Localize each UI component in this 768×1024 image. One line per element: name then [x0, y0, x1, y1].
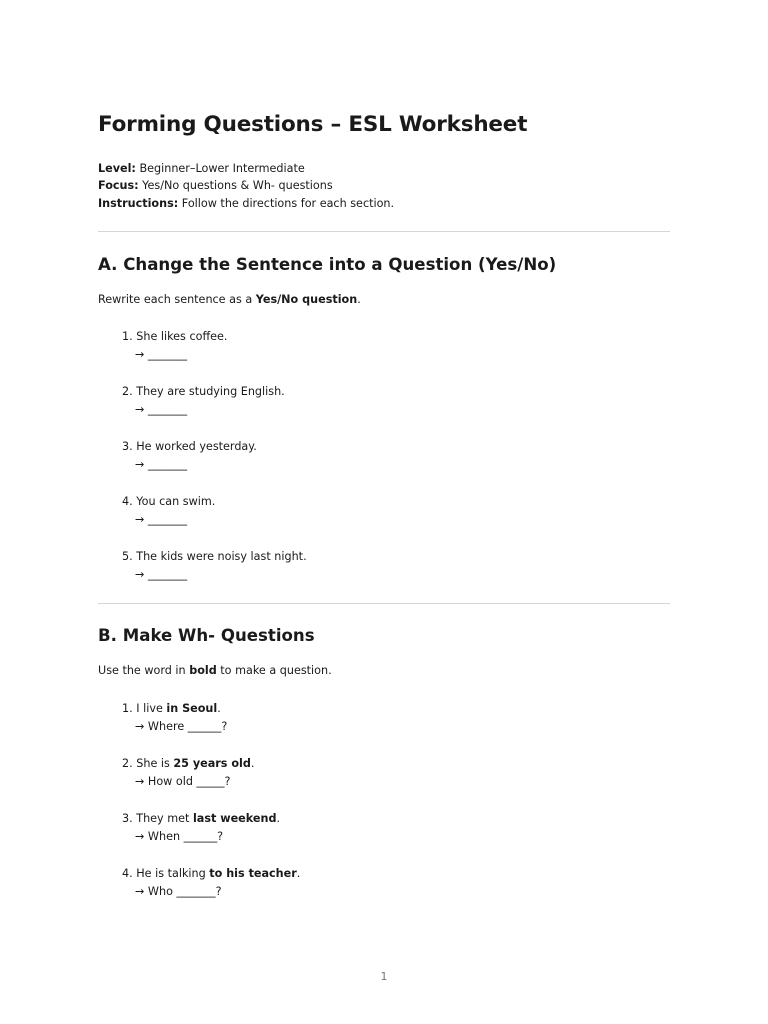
worksheet-meta	[98, 160, 394, 212]
meta-level	[98, 160, 394, 177]
item-text: She likes coffee.	[136, 330, 228, 343]
item-number: 1.	[122, 330, 133, 343]
section-a-intro-bold: Yes/No question	[255, 293, 358, 306]
item-bold-word: 25 years old	[173, 757, 251, 770]
answer-line: → _______	[135, 403, 188, 416]
section-a-item-4	[122, 493, 215, 529]
item-number: 3.	[122, 440, 133, 453]
section-b-intro-bold: bold	[189, 664, 217, 677]
section-a-heading: A. Change the Sentence into a Question (Yes/No)	[98, 255, 557, 274]
answer-line: → How old _____?	[135, 775, 231, 788]
answer-line: → When ______?	[135, 830, 224, 843]
divider	[98, 603, 670, 604]
item-number: 5.	[122, 550, 133, 563]
section-a-intro-end: .	[357, 293, 361, 306]
item-text: They met	[136, 812, 193, 825]
item-number: 2.	[122, 385, 133, 398]
section-b-intro-text: Use the word in	[98, 664, 190, 677]
meta-focus	[98, 177, 394, 194]
answer-line: → _______	[135, 513, 188, 526]
item-text: He worked yesterday.	[136, 440, 257, 453]
meta-level-value: Beginner–Lower Intermediate	[139, 162, 305, 175]
answer-line: → _______	[135, 568, 188, 581]
item-text-end: .	[217, 702, 221, 715]
item-sentence	[122, 865, 300, 883]
item-text: The kids were noisy last night.	[136, 550, 307, 563]
meta-instructions-label: Instructions:	[98, 196, 179, 210]
meta-level-label: Level:	[98, 162, 136, 175]
item-sentence	[122, 755, 254, 773]
answer-line: → Where ______?	[135, 720, 228, 733]
item-sentence	[122, 548, 307, 566]
answer-line: → _______	[135, 348, 188, 361]
item-bold-word: to his teacher	[209, 867, 297, 880]
section-b-item-2	[122, 755, 254, 791]
answer-line: → _______	[135, 458, 188, 471]
section-b-item-4	[122, 865, 300, 901]
section-b-intro-end: to make a question.	[216, 664, 332, 677]
meta-instructions	[98, 195, 394, 212]
item-text: They are studying English.	[136, 385, 285, 398]
item-sentence	[122, 383, 285, 401]
page-number: 1	[380, 970, 388, 983]
section-b-heading: B. Make Wh- Questions	[98, 626, 315, 645]
meta-instructions-value: Follow the directions for each section.	[181, 196, 395, 210]
item-sentence	[122, 810, 280, 828]
item-sentence	[122, 493, 215, 511]
item-number: 4.	[122, 867, 133, 880]
divider	[98, 231, 670, 232]
section-b-intro	[98, 664, 332, 677]
section-a-intro-text: Rewrite each sentence as a	[98, 293, 256, 306]
item-bold-word: in Seoul	[166, 702, 218, 715]
item-sentence	[122, 328, 227, 346]
item-text: You can swim.	[136, 495, 216, 508]
item-text: I live	[136, 702, 167, 715]
item-bold-word: last weekend	[192, 812, 277, 825]
section-a-item-3	[122, 438, 257, 474]
page-title: Forming Questions – ESL Worksheet	[98, 112, 528, 137]
meta-focus-value: Yes/No questions & Wh- questions	[142, 179, 333, 193]
item-number: 3.	[122, 812, 133, 825]
section-a-intro	[98, 293, 361, 306]
item-text: She is	[136, 757, 174, 770]
item-number: 2.	[122, 757, 133, 770]
item-text-end: .	[276, 812, 281, 825]
meta-focus-label: Focus:	[98, 179, 139, 193]
item-text: He is talking	[136, 867, 210, 880]
item-number: 1.	[122, 702, 133, 715]
section-a-item-5	[122, 548, 307, 584]
item-number: 4.	[122, 495, 133, 508]
item-text-end: .	[296, 867, 301, 880]
item-sentence	[122, 438, 257, 456]
section-b-item-1	[122, 700, 227, 736]
answer-line: → Who _______?	[135, 885, 222, 898]
section-a-item-2	[122, 383, 285, 419]
section-b-item-3	[122, 810, 280, 846]
section-a-item-1	[122, 328, 227, 364]
item-sentence	[122, 700, 227, 718]
item-text-end: .	[250, 757, 255, 770]
